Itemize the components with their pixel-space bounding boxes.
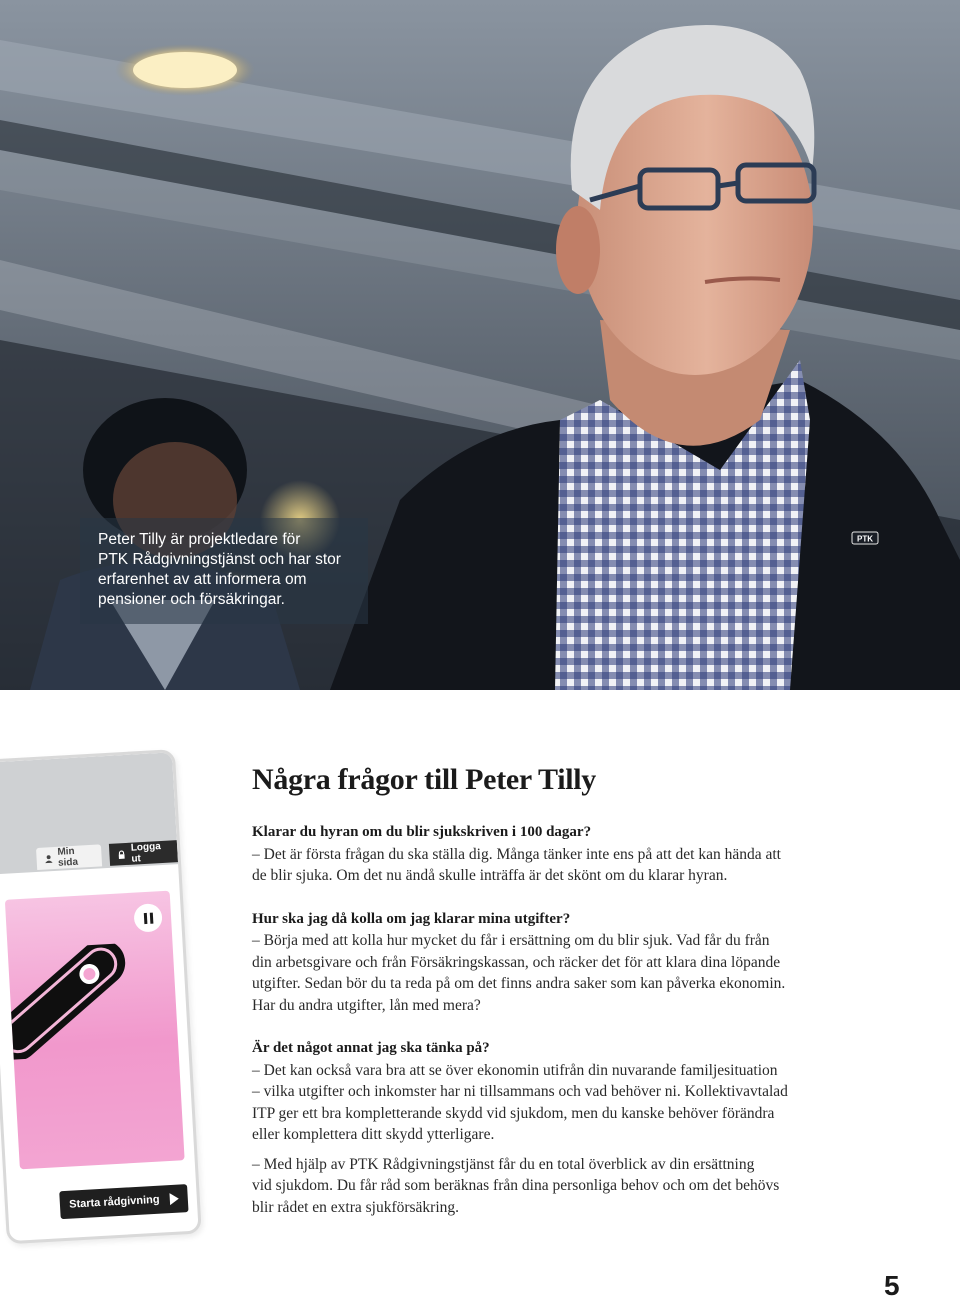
caption-line: pensioner och försäkringar. [98, 591, 285, 608]
article [252, 762, 862, 1240]
answer-line: – Det är första frågan du ska ställa dig. Många tänker inte ens på att det kan hända att [252, 845, 781, 863]
answer-line: – Med hjälp av PTK Rådgivningstjänst får du en total överblick av din ersättning [252, 1155, 755, 1173]
caption-line: erfarenhet av att informera om [98, 571, 307, 588]
phone-frame [0, 749, 202, 1244]
min-sida-tab[interactable] [36, 844, 103, 870]
slider-graphic [5, 943, 134, 1061]
answer-paragraph [252, 930, 862, 1016]
answer-line: ITP ger ett bra kompletterande skydd vid sjukdom, men du kanske behöver förändra [252, 1104, 775, 1122]
pause-icon [149, 912, 153, 923]
question: Klarar du hyran om du blir sjukskriven i 100 dagar? [252, 824, 592, 840]
phone-screen [5, 891, 185, 1170]
user-icon [44, 854, 53, 863]
article-heading: Några frågor till Peter Tilly [252, 763, 597, 796]
starta-radgivning-button[interactable] [59, 1184, 188, 1219]
answer-line: blir rådet en extra sjukförsäkring. [252, 1198, 460, 1216]
qa-section [252, 909, 862, 1017]
answer-paragraph [252, 1060, 862, 1146]
logga-ut-tab[interactable] [109, 840, 178, 866]
answer-line: de blir sjuka. Om det nu ändå skulle inträffa är det skönt om du klarar hyran. [252, 867, 728, 884]
qa-section [252, 822, 862, 887]
lock-icon [118, 849, 127, 858]
pause-icon [143, 912, 147, 923]
caption-line: PTK Rådgivningstjänst och har stor [98, 551, 341, 568]
answer-paragraph [252, 844, 862, 887]
caption-line: Peter Tilly är projektledare för [98, 531, 301, 548]
question: Är det något annat jag ska tänka på? [252, 1040, 490, 1056]
answer-paragraph [252, 1154, 862, 1219]
ptk-badge-text: PTK [857, 534, 873, 544]
answer-line: utgifter. Sedan bör du ta reda på om det finns andra saker som kan påverka ekonomin. [252, 975, 786, 992]
starta-radgivning-label: Starta rådgivning [68, 1193, 160, 1211]
pause-button[interactable] [133, 903, 163, 933]
answer-line: vid sjukdom. Du får råd som beräknas från dina personliga behov och om det behövs [252, 1177, 780, 1194]
photo-caption [80, 518, 368, 624]
question: Hur ska jag då kolla om jag klarar mina utgifter? [252, 910, 571, 927]
answer-line: – Börja med att kolla hur mycket du får i ersättning om du blir sjuk. Vad får du från [252, 932, 770, 949]
answer-line: – Det kan också vara bra att se över ekonomin utifrån din nuvarande familjesituation [252, 1061, 778, 1079]
page-number: 5 [884, 1270, 900, 1301]
answer-line: eller komplettera ditt skydd ytterligare. [252, 1126, 495, 1143]
answer-line: din arbetsgivare och från Försäkringskassan, och räcker det för att klara dina löpande [252, 953, 781, 971]
answer-line: Har du andra utgifter, lån med mera? [252, 996, 481, 1014]
answer-line: – vilka utgifter och inkomster har ni tillsammans och vad behöver ni. Kollektivavtalad [252, 1083, 788, 1100]
min-sida-label: Min sida [57, 845, 79, 869]
logga-ut-label: Logga ut [130, 841, 162, 865]
qa-section [252, 1038, 862, 1218]
phone-mockup [0, 760, 200, 1260]
play-icon [169, 1193, 179, 1205]
